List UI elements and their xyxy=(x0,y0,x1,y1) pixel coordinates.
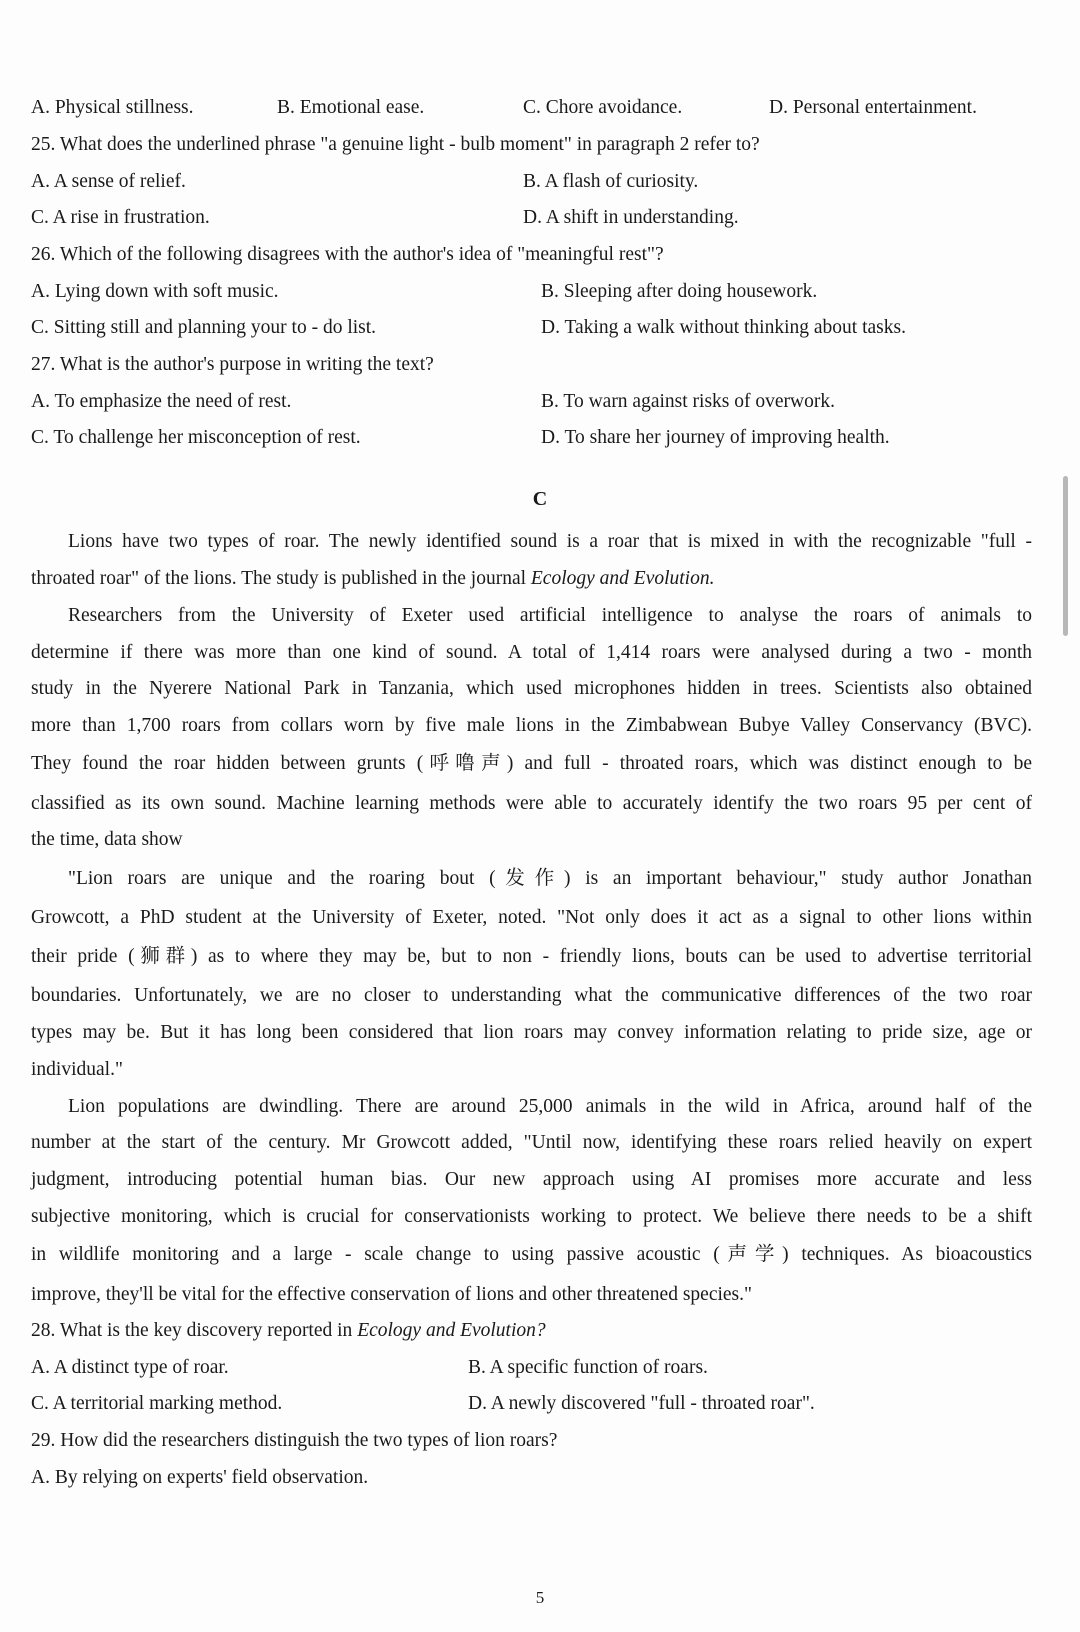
passage-p2-line: more than 1,700 roars from collars worn by five male lions in the Zimbabwean Bubye Valley Conservancy (BVC). xyxy=(31,715,1032,736)
passage-p4-line: Lion populations are dwindling. There are around 25,000 animals in the wild in Africa, around half of the xyxy=(68,1096,1032,1117)
journal-name: Ecology and Evolution? xyxy=(357,1320,546,1341)
journal-name: Ecology and Evolution. xyxy=(530,568,715,589)
q26-option-c: C. Sitting still and planning your to - do list. xyxy=(31,317,377,338)
q28-stem-text: 28. What is the key discovery reported in xyxy=(31,1320,358,1341)
passage-p3-line: types may be. But it has long been considered that lion roars may convey information relating to pride size, age or xyxy=(31,1022,1032,1043)
passage-p3-line: Growcott, a PhD student at the University of Exeter, noted. "Not only does it act as a signal to other lions within xyxy=(31,907,1032,928)
passage-p3-line: "Lion roars are unique and the roaring bout (发作) is an important behaviour," study author Jonathan xyxy=(68,868,1032,889)
page-number: 5 xyxy=(535,1588,545,1607)
passage-text: throated roar" of the lions. The study is published in the journal xyxy=(31,568,531,589)
q26-option-d: D. Taking a walk without thinking about tasks. xyxy=(541,317,906,338)
q28-option-c: C. A territorial marking method. xyxy=(31,1393,283,1414)
q25-option-c: C. A rise in frustration. xyxy=(31,207,210,228)
q26-option-b: B. Sleeping after doing housework. xyxy=(541,281,818,302)
passage-p4-line: judgment, introducing potential human bias. Our new approach using AI promises more accurate and less xyxy=(31,1169,1032,1190)
passage-p2-line: study in the Nyerere National Park in Tanzania, which used microphones hidden in trees. Scientists also obtained xyxy=(31,678,1032,699)
q25-stem: 25. What does the underlined phrase "a genuine light - bulb moment" in paragraph 2 refer to? xyxy=(31,134,760,155)
q27-stem: 27. What is the author's purpose in writing the text? xyxy=(31,354,434,375)
q27-option-d: D. To share her journey of improving health. xyxy=(541,427,890,448)
q28-stem xyxy=(31,1319,1032,1343)
q25-option-b: B. A flash of curiosity. xyxy=(523,171,699,192)
passage-p1-line xyxy=(31,567,1032,591)
passage-p2-line: classified as its own sound. Machine learning methods were able to accurately identify the two roars 95 per cent of xyxy=(31,793,1032,814)
q25-option-d: D. A shift in understanding. xyxy=(523,207,739,228)
q27-option-c: C. To challenge her misconception of rest. xyxy=(31,427,361,448)
passage-p1-line: Lions have two types of roar. The newly identified sound is a roar that is mixed in with the recognizable "full - xyxy=(68,531,1032,552)
passage-p3-line: their pride (狮群) as to where they may be, but to non - friendly lions, bouts can be used to advertise territorial xyxy=(31,946,1032,967)
passage-p2-line: Researchers from the University of Exeter used artificial intelligence to analyse the roars of animals to xyxy=(68,605,1032,626)
section-heading: C xyxy=(532,488,548,510)
passage-p4-line: number at the start of the century. Mr Growcott added, "Until now, identifying these roars relied heavily on expert xyxy=(31,1132,1032,1153)
q27-option-b: B. To warn against risks of overwork. xyxy=(541,391,835,412)
q29-option-a: A. By relying on experts' field observation. xyxy=(31,1467,369,1488)
q26-option-a: A. Lying down with soft music. xyxy=(31,281,279,302)
q25-option-a: A. A sense of relief. xyxy=(31,171,186,192)
q24-option-c: C. Chore avoidance. xyxy=(523,97,683,118)
passage-p2-line: the time, data show xyxy=(31,829,183,850)
passage-p4-line: subjective monitoring, which is crucial for conservationists working to protect. We believe there needs to be a shift xyxy=(31,1206,1032,1227)
q26-stem: 26. Which of the following disagrees with the author's idea of "meaningful rest"? xyxy=(31,244,664,265)
q24-option-a: A. Physical stillness. xyxy=(31,97,194,118)
passage-p2-line: They found the roar hidden between grunts (呼噜声) and full - throated roars, which was distinct enough to be xyxy=(31,753,1032,774)
passage-p4-line: in wildlife monitoring and a large - scale change to using passive acoustic (声学) techniques. As bioacoustics xyxy=(31,1244,1032,1265)
passage-p3-line: individual." xyxy=(31,1059,123,1080)
q24-option-b: B. Emotional ease. xyxy=(277,97,425,118)
q28-option-b: B. A specific function of roars. xyxy=(468,1357,708,1378)
q28-option-d: D. A newly discovered "full - throated roar". xyxy=(468,1393,815,1414)
q24-option-d: D. Personal entertainment. xyxy=(769,97,977,118)
passage-p4-line: improve, they'll be vital for the effective conservation of lions and other threatened species." xyxy=(31,1284,752,1305)
passage-p3-line: boundaries. Unfortunately, we are no closer to understanding what the communicative differences of the two roar xyxy=(31,985,1032,1006)
q27-option-a: A. To emphasize the need of rest. xyxy=(31,391,292,412)
q29-stem: 29. How did the researchers distinguish the two types of lion roars? xyxy=(31,1430,558,1451)
passage-p2-line: determine if there was more than one kind of sound. A total of 1,414 roars were analysed during a two - month xyxy=(31,642,1032,663)
scrollbar-thumb[interactable] xyxy=(1063,476,1068,636)
q28-option-a: A. A distinct type of roar. xyxy=(31,1357,229,1378)
